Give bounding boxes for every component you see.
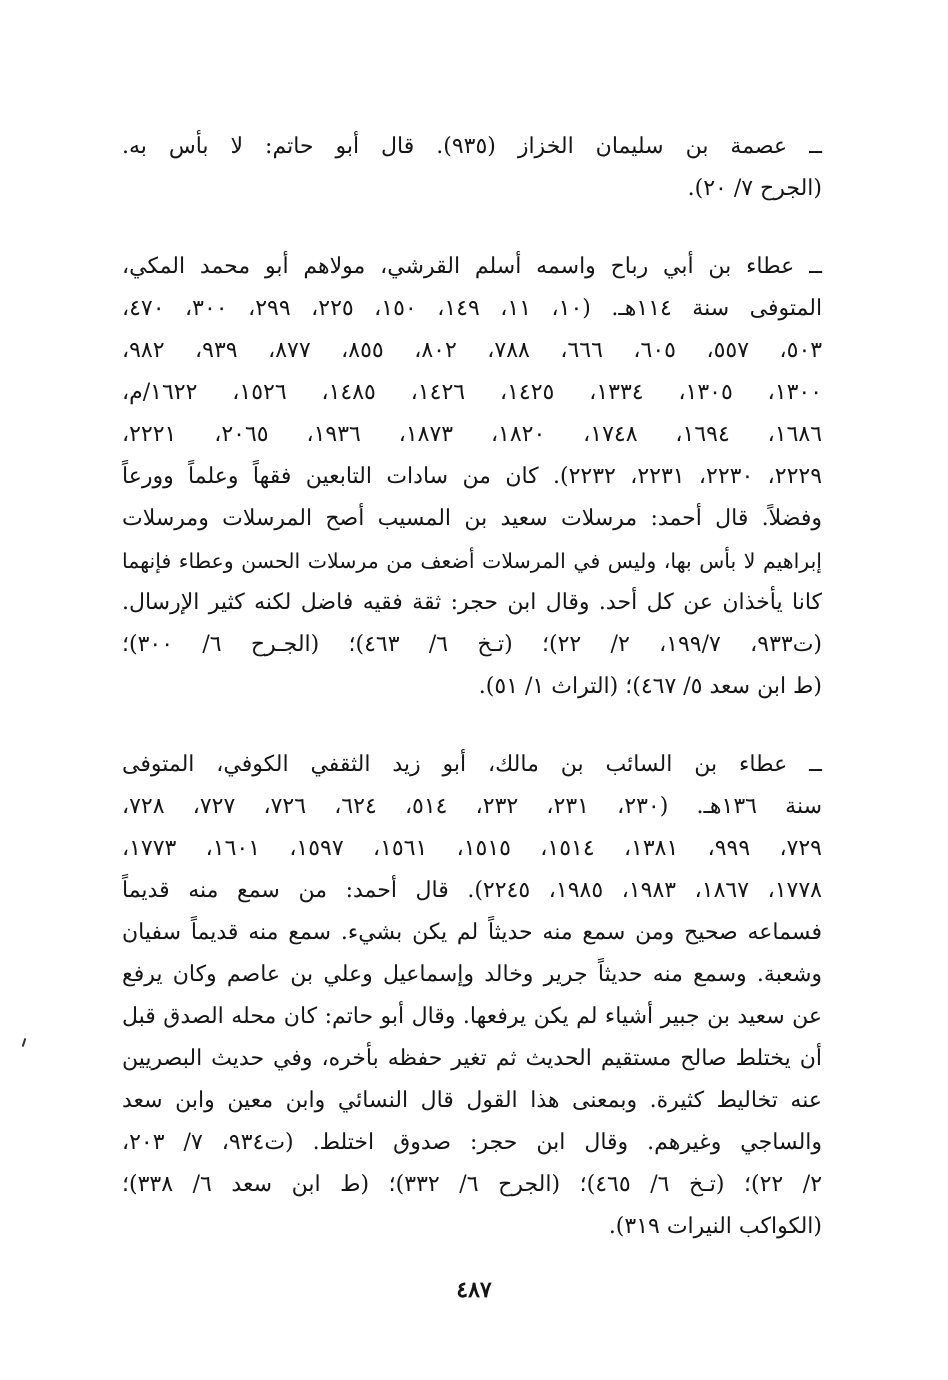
entry-line: عن سعيد بن جبير أشياء لم يكن يرفعها. وقال أبو حاتم: كان محله الصدق قبل	[122, 1004, 822, 1029]
entry-line: ــ عصمة بن سليمان الخزاز (٩٣٥). قال أبو حاتم: لا بأس به.	[122, 134, 822, 159]
biography-entry	[122, 246, 822, 708]
biography-entry	[122, 744, 822, 1248]
entry-line: ١٣٠٠، ١٣٠٥، ١٣٣٤، ١٤٢٥، ١٤٢٦، ١٤٨٥، ١٥٢٦، ١٦٢٢/م،	[122, 380, 823, 405]
entry-line: ١٦٨٦، ١٦٩٤، ١٧٤٨، ١٨٢٠، ١٨٧٣، ١٩٣٦، ٢٠٦٥، ٢٢٢١،	[122, 422, 823, 447]
entry-line: عنه تخاليط كثيرة. وبمعنى هذا القول قال النسائي وابن معين وابن سعد	[122, 1088, 822, 1113]
biography-entries	[122, 126, 822, 1284]
entry-line: ــ عطاء بن أبي رباح واسمه أسلم القرشي، مولاهم أبو محمد المكي،	[122, 254, 822, 279]
entry-line: ٧٢٩، ٩٩٩، ١٣٨١، ١٥١٤، ١٥١٥، ١٥٦١، ١٥٩٧، ١٦٠١، ١٧٧٣،	[122, 836, 822, 861]
entry-line: أن يختلط صالح مستقيم الحديث ثم تغير حفظه بأخره، وفي حديث البصريين	[122, 1046, 822, 1071]
entry-line: (الكواكب النيرات ٣١٩).	[608, 1214, 822, 1239]
entry-line: فسماعه صحيح ومن سمع منه حديثاً لم يكن بشيء. سمع منه قديماً سفيان	[122, 920, 822, 945]
entry-line: سنة ١٣٦هـ. (٢٣٠، ٢٣١، ٢٣٢، ٥١٤، ٦٢٤، ٧٢٦، ٧٢٧، ٧٢٨،	[122, 794, 823, 819]
entry-line: ١٧٧٨، ١٨٦٧، ١٩٨٣، ١٩٨٥، ٢٢٤٥). قال أحمد: من سمع منه قديماً	[122, 878, 822, 903]
entry-line: والساجي وغيرهم. وقال ابن حجر: صدوق اختلط. (ت٩٣٤، ٧/ ٢٠٣،	[122, 1130, 823, 1155]
entry-line: (ط ابن سعد ٥/ ٤٦٧)؛ (التراث ١/ ٥١).	[478, 674, 822, 699]
entry-line: ٢/ ٢٢)؛ (تـخ ٦/ ٤٦٥)؛ (الجرح ٦/ ٣٣٢)؛ (ط ابن سعد ٦/ ٣٣٨)؛	[122, 1172, 823, 1197]
entry-line: وفضلاً. قال أحمد: مرسلات سعيد بن المسيب أصح المرسلات ومرسلات	[122, 506, 822, 531]
entry-line: ٥٠٣، ٥٥٧، ٦٠٥، ٦٦٦، ٧٨٨، ٨٠٢، ٨٥٥، ٨٧٧، ٩٣٩، ٩٨٢،	[122, 338, 823, 363]
biography-entry	[122, 126, 822, 210]
entry-line: إبراهيم لا بأس بها، وليس في المرسلات أضعف من مرسلات الحسن وعطاء فإنهما	[122, 549, 822, 573]
entry-line: (ت٩٣٣، ١٩٩/٧، ٢/ ٢٢)؛ (تـخ ٦/ ٤٦٣)؛ (الجـرح ٦/ ٣٠٠)؛	[122, 632, 822, 657]
entry-line: المتوفى سنة ١١٤هـ. (١٠، ١١، ١٤٩، ١٥٠، ٢٢٥، ٢٩٩، ٣٠٠، ٤٧٠،	[122, 296, 823, 321]
entry-line: كانا يأخذان عن كل أحد. وقال ابن حجر: ثقة فقيه فاضل لكنه كثير الإرسال.	[122, 590, 822, 615]
entry-line: ٢٢٢٩، ٢٢٣٠، ٢٢٣١، ٢٢٣٢). كان من سادات التابعين فقهاً وعلماً وورعاً	[122, 464, 823, 489]
page-number: ٤٨٧	[456, 1277, 492, 1303]
entry-line: وشعبة. وسمع منه حديثاً جرير وخالد وإسماعيل وعلي بن عاصم وكان يرفع	[122, 962, 822, 987]
entry-line: (الجرح ٧/ ٢٠).	[687, 176, 822, 201]
entry-line: ــ عطاء بن السائب بن مالك، أبو زيد الثقفي الكوفي، المتوفى	[122, 752, 822, 777]
scan-speck	[22, 1038, 27, 1047]
